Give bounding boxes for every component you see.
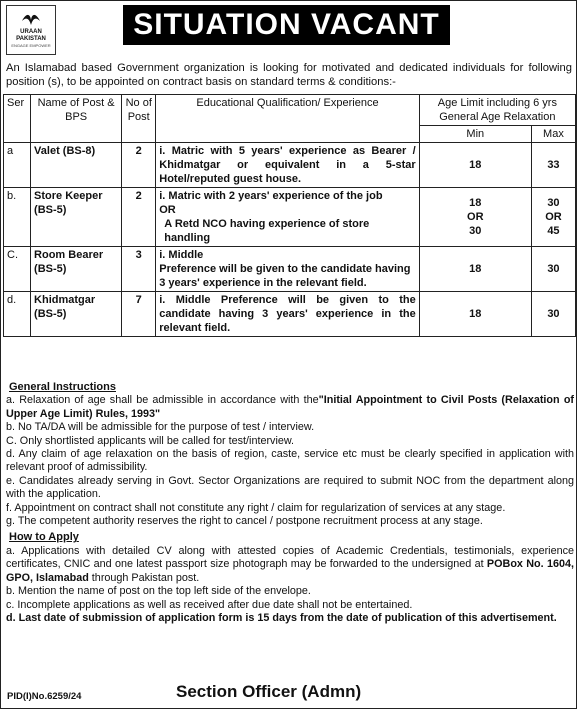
general-instructions-heading: General Instructions <box>9 381 116 393</box>
header <box>1 1 577 59</box>
cell-no: 2 <box>122 143 156 188</box>
cell-min: 18 <box>419 292 531 337</box>
header-min: Min <box>419 126 531 143</box>
min-line: 30 <box>469 225 482 237</box>
signatory: Section Officer (Admn) <box>176 682 362 701</box>
qualification-line: OR <box>159 204 176 216</box>
header-qualification: Educational Qualification/ Experience <box>156 95 419 143</box>
item-text: . Any claim of age relaxation on the basis of region, caste, service etc must be clearly specified in application with relevant proof of admissibility. <box>6 448 574 474</box>
apply-item <box>6 545 574 585</box>
cell-qualification: i. Middle Preference will be given to the candidate having 3 years' experience in the relevant field. <box>156 292 419 337</box>
item-text: . Appointment on contract shall not constitute any right / claim for regularization of services at any stage. <box>9 501 506 514</box>
bird-logo-icon <box>20 11 42 29</box>
max-line: OR <box>545 211 562 223</box>
item-text: . Relaxation of age shall be admissible in accordance with the <box>12 394 319 407</box>
apply-item <box>6 599 574 612</box>
cell-qualification: i. Middle Preference will be given to the candidate having 3 years' experience in the relevant field. <box>156 247 419 292</box>
how-to-apply-heading: How to Apply <box>9 531 79 544</box>
item-key: g <box>6 515 13 528</box>
cell-max <box>531 188 575 247</box>
cell-ser: d. <box>4 292 31 337</box>
instruction-item <box>6 475 574 502</box>
item-text: . Only shortlisted applicants will be called for test/interview. <box>13 434 295 447</box>
cell-max: 30 <box>531 247 575 292</box>
cell-max: 30 <box>531 292 575 337</box>
instruction-item <box>6 421 574 434</box>
item-text: . Mention the name of post on the top left side of the envelope. <box>12 585 311 598</box>
uraan-pakistan-logo <box>6 5 56 55</box>
item-text: . Candidates already serving in Govt. Sector Organizations are required to submit NOC from the department along with the application. <box>6 474 574 501</box>
logo-tagline: ENGAGE EMPOWER <box>11 43 51 48</box>
item-key: a <box>6 394 13 407</box>
instruction-item <box>6 435 574 448</box>
header-no: No of Post <box>122 95 156 143</box>
instruction-item <box>6 502 574 515</box>
pid-number: PID(I)No.6259/24 <box>7 691 82 702</box>
logo-text: URAAN PAKISTAN <box>16 29 46 42</box>
item-text: . Incomplete applications as well as received after due date shall not be entertained. <box>11 598 413 611</box>
apply-item <box>6 612 574 625</box>
table-header-row <box>4 95 576 126</box>
cell-qualification <box>156 188 419 247</box>
cell-name: Khidmatgar (BS-5) <box>31 292 122 337</box>
qualification-line: A Retd NCO having experience of store handling <box>164 218 370 244</box>
item-text: . Last date of submission of application form is 15 days from the date of publication of this advertisement. <box>12 611 557 624</box>
item-key: f <box>6 501 9 514</box>
item-key: a <box>6 544 13 557</box>
cell-min <box>419 188 531 247</box>
cell-qualification: i. Matric with 5 years' experience as Bearer / Khidmatgar or equivalent in a 5-star Hotel/reputed guest house. <box>156 143 419 188</box>
table-row <box>4 143 576 188</box>
cell-name: Store Keeper (BS-5) <box>31 188 122 247</box>
header-age-limit: Age Limit including 6 yrs General Age Relaxation <box>419 95 575 126</box>
item-key: e <box>6 474 13 487</box>
instruction-item <box>6 394 574 421</box>
cell-no: 2 <box>122 188 156 247</box>
table-row <box>4 247 576 292</box>
cell-ser: b. <box>4 188 31 247</box>
item-text: . Applications with detailed CV along with attested copies of Academic Credentials, testimonials, experience certificates, CNIC and one latest passport size photograph may be forwarded to the undersigned at <box>6 544 574 571</box>
item-bold-text: "Initial Appointment to Civil Posts (Relaxation of Upper Age Limit) Rules, 1993" <box>6 394 575 420</box>
header-max: Max <box>531 126 575 143</box>
general-instructions <box>6 381 574 625</box>
intro-text: An Islamabad based Government organization is looking for motivated and dedicated individuals for following position (s), to be appointed on contract basis on standard terms & conditions:- <box>6 62 572 88</box>
instruction-item <box>6 448 574 475</box>
item-key: d <box>6 448 13 461</box>
item-text: . The competent authority reserves the right to cancel / postpone recruitment process at any stage. <box>12 515 483 528</box>
cell-max: 33 <box>531 143 575 188</box>
qualification-line: i. Matric with 2 years' experience of the job <box>159 190 383 202</box>
header-ser: Ser <box>4 95 31 143</box>
cell-min: 18 <box>419 247 531 292</box>
item-key: b <box>6 585 13 598</box>
posts-table <box>3 94 576 337</box>
cell-no: 7 <box>122 292 156 337</box>
cell-name: Valet (BS-8) <box>31 143 122 188</box>
instruction-item <box>6 515 574 528</box>
item-text: through Pakistan post. <box>88 571 200 584</box>
max-line: 45 <box>547 225 560 237</box>
item-text: . No TA/DA will be admissible for the purpose of test / interview. <box>12 421 315 434</box>
header-name: Name of Post & BPS <box>31 95 122 143</box>
cell-ser: a <box>4 143 31 188</box>
item-bold-text: POBox No. 1604, GPO, Islamabad <box>6 558 574 584</box>
cell-min: 18 <box>419 143 531 188</box>
item-key: d <box>6 611 13 624</box>
min-line: OR <box>467 211 484 223</box>
cell-ser: C. <box>4 247 31 292</box>
max-line: 30 <box>547 197 560 209</box>
table-row <box>4 292 576 337</box>
item-key: c <box>6 598 12 611</box>
item-key: b <box>6 421 13 434</box>
min-line: 18 <box>469 197 482 209</box>
page-title: SITUATION VACANT <box>123 5 450 45</box>
table-row <box>4 188 576 247</box>
cell-name: Room Bearer (BS-5) <box>31 247 122 292</box>
item-key: C <box>6 434 14 447</box>
cell-no: 3 <box>122 247 156 292</box>
apply-item <box>6 585 574 598</box>
